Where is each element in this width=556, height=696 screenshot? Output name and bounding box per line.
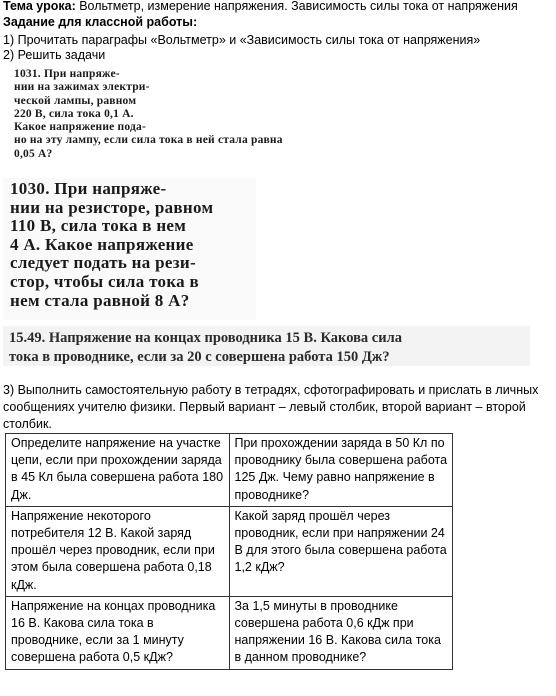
table-cell-variant-2: За 1,5 минуты в проводнике совершена работа 0,6 кДж при напряжении 16 В. Какова сила тока в данном проводнике? [229,596,453,669]
problem-15-49-image [3,326,530,366]
table-cell-variant-2: При прохождении заряда в 50 Кл по проводнику была совершена работа 125 Дж. Чему равно напряжение в проводнике? [229,434,453,507]
table-cell-variant-1: Напряжение на концах проводника 16 В. Какова сила тока в проводнике, если за 1 минуту совершена работа 0,5 кДж? [6,596,230,669]
lesson-topic [3,0,518,14]
table-cell-variant-2: Какой заряд прошёл через проводник, если при напряжении 24 В для этого была совершена работа 1,2 кДж? [229,506,453,596]
table-row [6,506,453,596]
problem-1031-text: 1031. При напряже- нии на зажимах электри- ческой лампы, равном 220 В, сила тока 0,1 А. Какое напряжение пода- но на эту лампу, если сила тока в ней стала равна 0,05 А? [14,68,283,160]
problem-15-49-text: 15.49. Напряжение на концах проводника 15 В. Какова сила тока в проводнике, если за 20 с совершена работа 150 Дж? [9,330,402,365]
table-cell-variant-1: Напряжение некоторого потребителя 12 В. Какой заряд прошёл через проводник, если при этом была совершена работа 0,18 кДж. [6,506,230,596]
problem-1030-image [3,178,256,320]
topic-text: Вольтметр, измерение напряжения. Зависимость силы тока от напряжения [75,0,518,13]
step-1: 1) Прочитать параграфы «Вольтметр» и «Зависимость силы тока от напряжения» [3,33,481,47]
step-3: 3) Выполнить самостоятельную работу в тетрадях, сфотографировать и прислать в личных сообщениях учителю физики. Первый вариант – левый столбик, второй вариант – второй столбик. [3,383,539,431]
topic-label: Тема урока: [3,0,76,13]
table-cell-variant-1: Определите напряжение на участке цепи, если при прохождении заряда в 45 Кл была совершена работа 180 Дж. [6,434,230,507]
problem-1030-text: 1030. При напряже- нии на резисторе, равном 110 В, сила тока в нем 4 А. Какое напряжение следует подать на рези- стор, чтобы сила тока в нем стала равной 8 А? [10,179,214,310]
assignment-title: Задание для классной работы: [3,15,198,29]
variants-table [5,433,453,670]
table-row [6,434,453,507]
step-2: 2) Решить задачи [3,48,106,62]
problem-1031-image [8,64,428,172]
table-row [6,596,453,669]
